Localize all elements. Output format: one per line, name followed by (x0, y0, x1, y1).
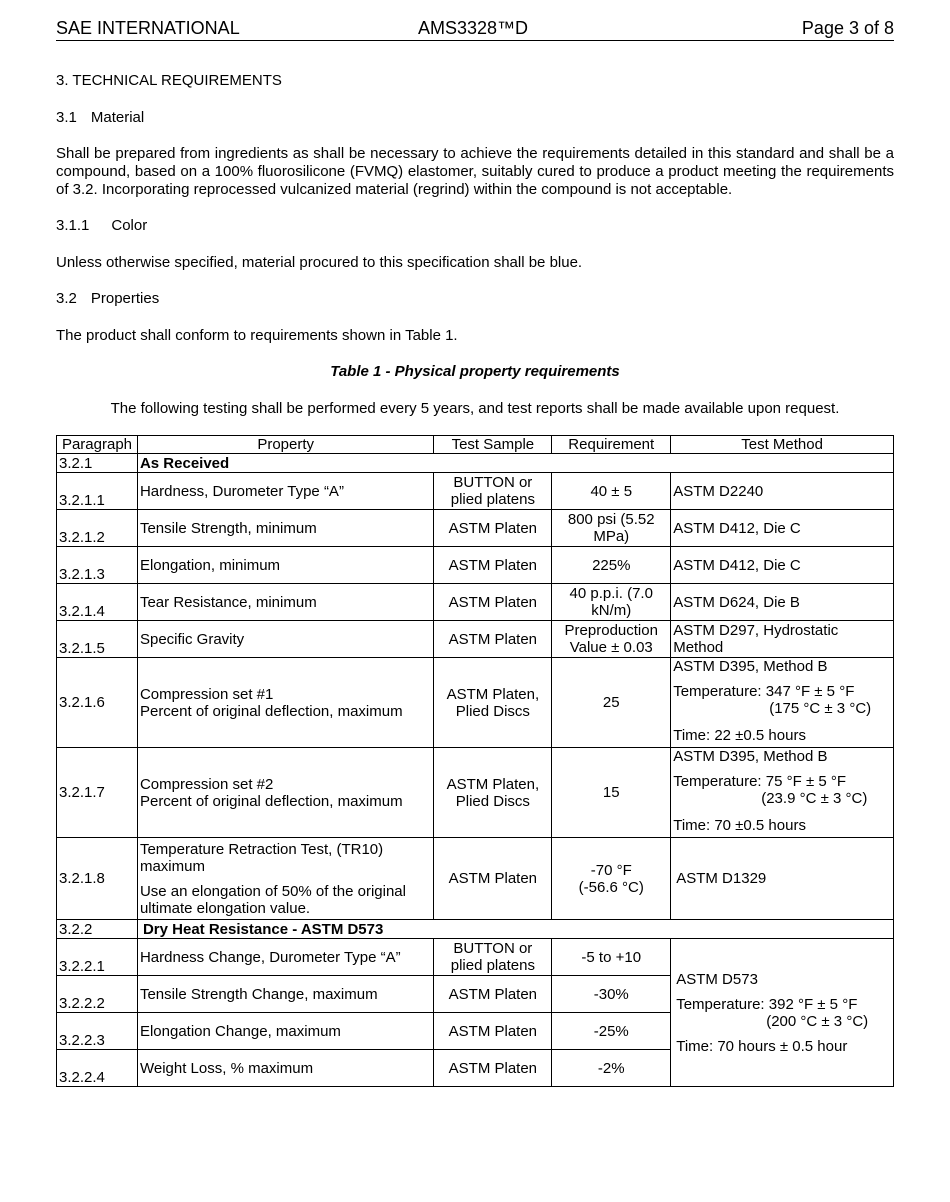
sample-cell: ASTM Platen, Plied Discs (434, 658, 552, 748)
property-cell: Tensile Strength Change, maximum (137, 976, 433, 1013)
paragraph-cell: 3.2.1.6 (57, 658, 138, 748)
method-cell: ASTM D297, Hydrostatic Method (671, 621, 894, 658)
section-number: 3.1 (56, 109, 77, 126)
table-row (57, 658, 894, 748)
physical-property-table (56, 435, 894, 1087)
requirement-cell: -2% (552, 1050, 671, 1087)
sample-cell: ASTM Platen (434, 510, 552, 547)
method-cell: ASTM D1329 (671, 838, 894, 920)
col-header: Property (137, 436, 433, 454)
group-title: Dry Heat Resistance - ASTM D573 (137, 920, 893, 939)
property-line: Percent of original deflection, maximum (139, 702, 403, 720)
sample-cell: ASTM Platen (434, 547, 552, 584)
header-page: Page 3 of 8 (801, 18, 894, 38)
paragraph-cell: 3.2.1.7 (57, 748, 138, 838)
group-title: As Received (137, 454, 893, 473)
paragraph-cell: 3.2.1.8 (57, 838, 138, 920)
method-cell: ASTM D624, Die B (671, 584, 894, 621)
requirement-cell: 15 (552, 748, 671, 838)
paragraph-cell: 3.2.2.4 (57, 1050, 138, 1087)
property-cell: Hardness, Durometer Type “A” (137, 473, 433, 510)
sample-cell: ASTM Platen (434, 1013, 552, 1050)
table-row (57, 621, 894, 658)
requirement-line: -70 °F (590, 861, 632, 879)
table-row (57, 473, 894, 510)
requirement-cell: 800 psi (5.52 MPa) (552, 510, 671, 547)
paragraph-cell: 3.2.1 (57, 454, 138, 473)
method-cell: ASTM D2240 (671, 473, 894, 510)
requirement-cell: -25% (552, 1013, 671, 1050)
material-paragraph: Shall be prepared from ingredients as shall be necessary to achieve the requirements detailed in this standard and shall be a compound, based on a 100% fluorosilicone (FVMQ) elastomer, suitably cured to produce a product meeting the requirements of 3.2. Incorporating reprocessed vulcanized material (regrind) within the compound is not acceptable. (56, 145, 894, 198)
method-line: ASTM D395, Method B (673, 658, 828, 675)
paragraph-cell: 3.2.2 (57, 920, 138, 939)
method-line: (200 °C ± 3 °C) (766, 1012, 869, 1030)
property-cell (137, 748, 433, 838)
method-line: Temperature: 75 °F ± 5 °F (673, 773, 847, 790)
table-note: The following testing shall be performed every 5 years, and test reports shall be made available upon request. (110, 400, 840, 417)
section-3-heading: 3. TECHNICAL REQUIREMENTS (56, 72, 282, 89)
method-cell (671, 748, 894, 838)
header-org: SAE INTERNATIONAL (56, 18, 240, 38)
property-line: Temperature Retraction Test, (TR10) maximum (139, 840, 384, 875)
method-cell (671, 939, 894, 1087)
property-line: Compression set #1 (139, 685, 274, 703)
section-title: Properties (90, 290, 160, 307)
paragraph-cell: 3.2.1.1 (57, 473, 138, 510)
requirement-cell: 40 p.p.i. (7.0 kN/m) (552, 584, 671, 621)
method-cell: ASTM D412, Die C (671, 547, 894, 584)
paragraph-cell: 3.2.2.1 (57, 939, 138, 976)
section-title: Material (90, 109, 145, 126)
page-header (56, 16, 894, 41)
method-line: ASTM D395, Method B (673, 748, 828, 765)
sample-cell: BUTTON or plied platens (434, 473, 552, 510)
section-number: 3.1.1 (56, 217, 90, 234)
sample-cell: BUTTON or plied platens (434, 939, 552, 976)
section-3-2-heading (56, 290, 159, 307)
method-cell (671, 658, 894, 748)
table-row (57, 838, 894, 920)
header-doc-id: AMS3328™D (418, 18, 529, 38)
table-row (57, 939, 894, 976)
property-cell (137, 838, 433, 920)
sample-cell: ASTM Platen (434, 621, 552, 658)
sample-cell: ASTM Platen, Plied Discs (434, 748, 552, 838)
paragraph-cell: 3.2.1.2 (57, 510, 138, 547)
sample-cell: ASTM Platen (434, 838, 552, 920)
property-line: Percent of original deflection, maximum (139, 792, 403, 810)
col-header: Test Method (671, 436, 894, 454)
requirement-line: (-56.6 °C) (578, 878, 644, 896)
requirement-cell (552, 838, 671, 920)
requirement-cell: 25 (552, 658, 671, 748)
property-cell: Tear Resistance, minimum (137, 584, 433, 621)
sample-cell: ASTM Platen (434, 976, 552, 1013)
property-cell: Tensile Strength, minimum (137, 510, 433, 547)
method-line: Time: 70 hours ± 0.5 hour (676, 1037, 848, 1055)
method-line: Time: 70 ±0.5 hours (673, 817, 806, 834)
table-row (57, 510, 894, 547)
group-row-dry-heat (57, 920, 894, 939)
method-line: ASTM D573 (676, 970, 758, 988)
section-title: Color (111, 217, 148, 234)
property-cell: Hardness Change, Durometer Type “A” (137, 939, 433, 976)
table-row (57, 547, 894, 584)
property-cell: Weight Loss, % maximum (137, 1050, 433, 1087)
requirement-cell: 225% (552, 547, 671, 584)
table-caption: Table 1 - Physical property requirements (330, 363, 620, 380)
property-cell: Elongation, minimum (137, 547, 433, 584)
paragraph-cell: 3.2.1.4 (57, 584, 138, 621)
group-row-as-received (57, 454, 894, 473)
requirement-cell: Preproduction Value ± 0.03 (552, 621, 671, 658)
table-row (57, 748, 894, 838)
requirement-cell: -5 to +10 (552, 939, 671, 976)
requirement-cell: 40 ± 5 (552, 473, 671, 510)
col-header: Requirement (552, 436, 671, 454)
paragraph-cell: 3.2.2.3 (57, 1013, 138, 1050)
method-line: (175 °C ± 3 °C) (769, 700, 872, 717)
paragraph-cell: 3.2.1.5 (57, 621, 138, 658)
col-header: Paragraph (57, 436, 138, 454)
table-row (57, 584, 894, 621)
table-header-row (57, 436, 894, 454)
sample-cell: ASTM Platen (434, 584, 552, 621)
requirement-cell: -30% (552, 976, 671, 1013)
property-line: Compression set #2 (139, 775, 274, 793)
section-3-1-1-heading (56, 217, 147, 234)
method-line: Time: 22 ±0.5 hours (673, 727, 806, 744)
method-line: (23.9 °C ± 3 °C) (761, 790, 868, 807)
property-cell: Elongation Change, maximum (137, 1013, 433, 1050)
paragraph-cell: 3.2.1.3 (57, 547, 138, 584)
property-cell: Specific Gravity (137, 621, 433, 658)
sample-cell: ASTM Platen (434, 1050, 552, 1087)
property-line: Use an elongation of 50% of the original ultimate elongation value. (139, 882, 406, 917)
property-cell (137, 658, 433, 748)
paragraph-cell: 3.2.2.2 (57, 976, 138, 1013)
col-header: Test Sample (434, 436, 552, 454)
method-cell: ASTM D412, Die C (671, 510, 894, 547)
section-3-1-heading (56, 109, 144, 126)
color-paragraph: Unless otherwise specified, material procured to this specification shall be blue. (56, 254, 583, 271)
method-line: Temperature: 392 °F ± 5 °F (676, 995, 858, 1013)
properties-paragraph: The product shall conform to requirements shown in Table 1. (56, 327, 458, 344)
method-line: Temperature: 347 °F ± 5 °F (673, 683, 855, 700)
section-number: 3.2 (56, 290, 77, 307)
